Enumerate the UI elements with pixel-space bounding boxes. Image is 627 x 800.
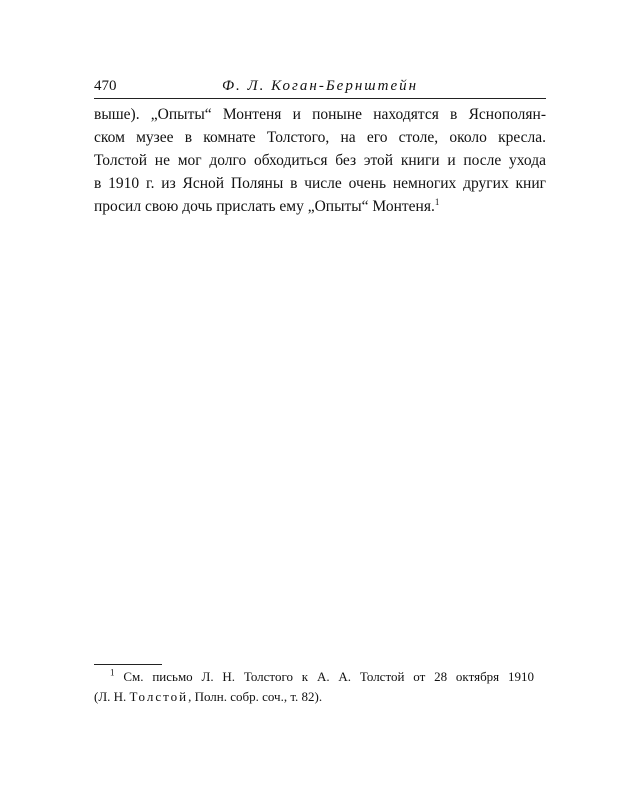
text-line-content: просил свою дочь прислать ему „Опыты“ Монтеня.: [94, 198, 435, 215]
text-line: в 1910 г. из Ясной Поляны в числе очень немногих других книг: [94, 175, 546, 192]
footnote-text: (Л. Н.: [94, 689, 127, 704]
text-line: ском музее в комнате Толстого, на его столе, около кресла.: [94, 129, 546, 146]
page-number: 470: [94, 78, 117, 94]
footnote-rule: [94, 664, 162, 665]
page-header: [94, 76, 546, 96]
footnote-number: 1: [110, 667, 115, 678]
footnote-author-spaced: Толстой: [129, 689, 189, 704]
text-line-last: [94, 195, 546, 218]
footnote-text: , Полн. собр. соч., т. 82).: [188, 689, 323, 704]
header-rule: [94, 98, 546, 99]
footnote-line: [94, 667, 534, 687]
text-line: Толстой не мог долго обходиться без этой книги и после ухода: [94, 152, 546, 169]
text-line: выше). „Опыты“ Монтеня и поныне находятся в Яснополян-: [94, 106, 546, 123]
body-text: [94, 103, 546, 218]
footnote-line: [94, 687, 534, 707]
footnote: [94, 667, 534, 707]
footnote-text: См. письмо Л. Н. Толстого к А. А. Толстой от 28 октября 1910: [123, 669, 535, 684]
running-head: Ф. Л. Коган-Бернштейн: [221, 78, 419, 94]
footnote-reference: 1: [434, 196, 440, 207]
